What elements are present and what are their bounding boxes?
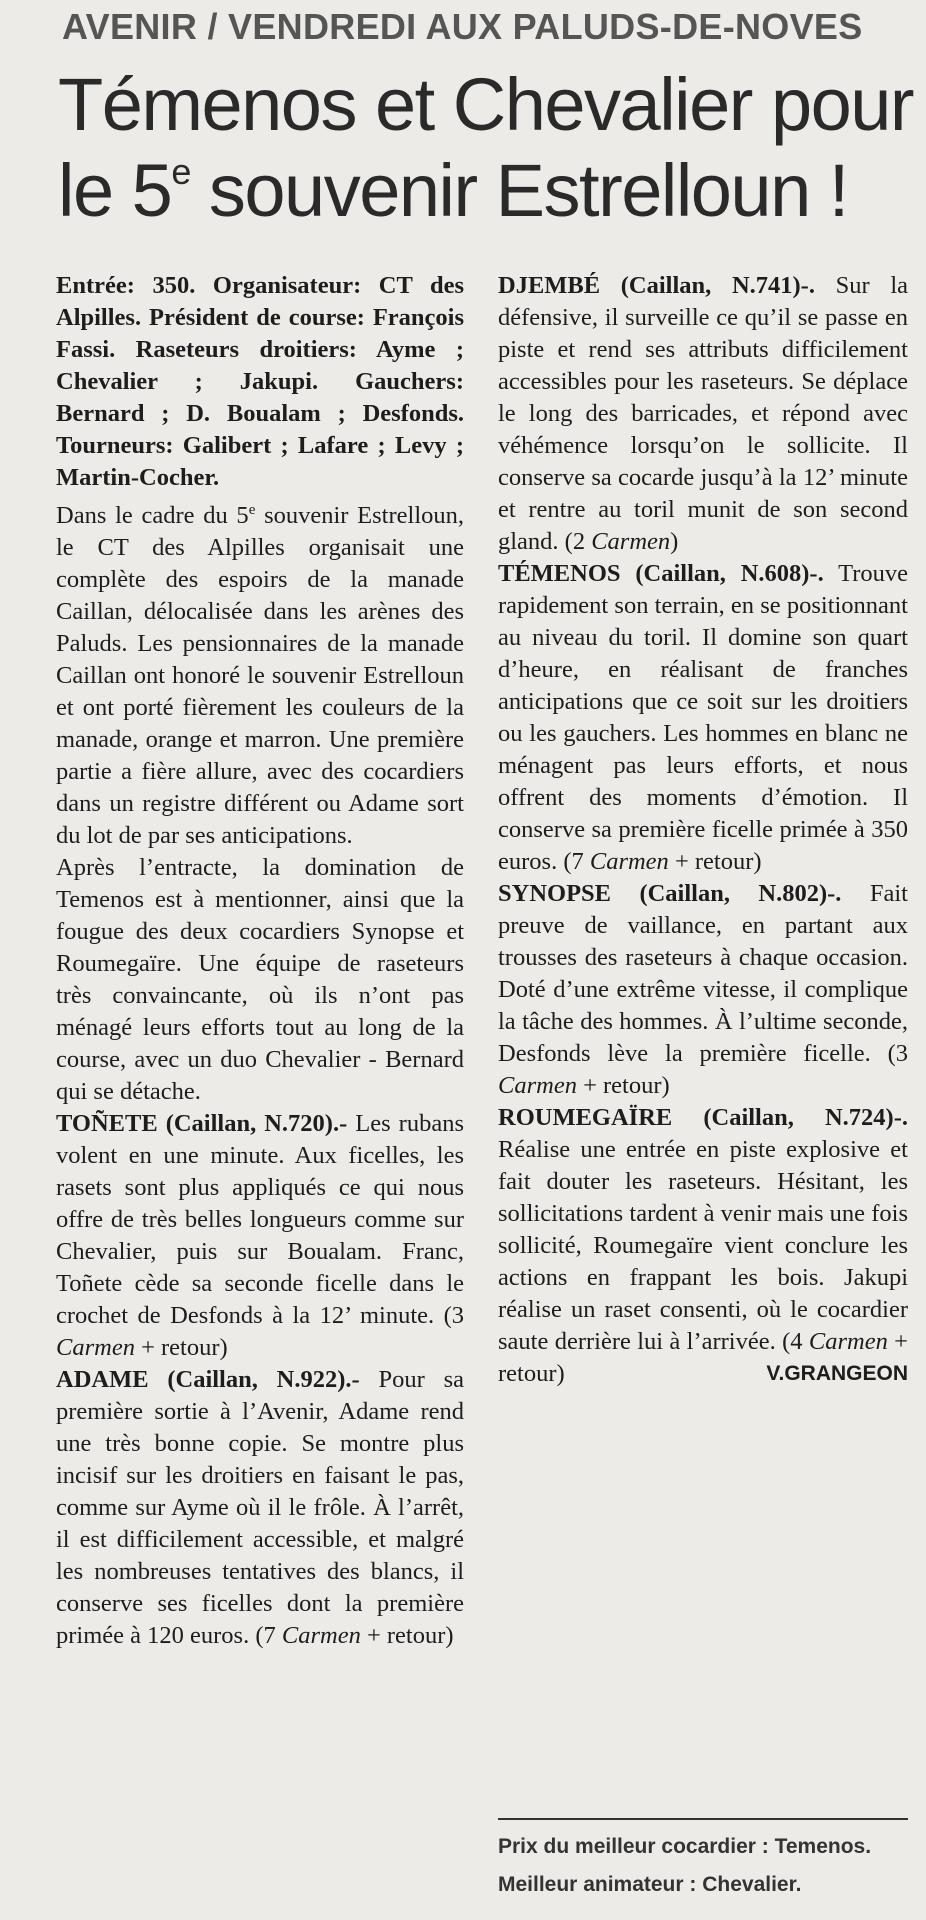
bull-name: TÉMENOS (Caillan, N.608)-.: [498, 560, 824, 587]
article-column-1: [56, 270, 464, 1652]
headline-text: le 5: [58, 149, 172, 232]
bull-tail: ): [670, 528, 679, 555]
byline: V.GRANGEON: [766, 1362, 908, 1385]
prize-best-bull: Prix du meilleur cocardier : Temenos.: [498, 1835, 872, 1858]
headline: [58, 62, 918, 234]
bull-tail: + retour): [576, 1072, 670, 1099]
headline-superscript: e: [171, 151, 190, 192]
bull-text: Sur la défensive, il surveille ce qu’il se passe en piste et rend ses attributs difficilement accessibles pour les raseteurs. Se déplace le long des barricades, et répond avec véhémence lorsqu’on le sollicite. Il conserve sa cocarde jusqu’à la 12’ minute et rentre au toril munit de son second gland. (2: [498, 272, 908, 555]
carmen-label: Carmen: [591, 528, 671, 555]
carmen-label: Carmen: [56, 1334, 135, 1362]
bull-entry: [498, 558, 908, 878]
bull-text: Pour sa première sortie à l’Avenir, Adame rend une très bonne copie. Se montre plus incisif sur les droitiers en faisant le pas, comme sur Ayme où il le frôle. À l’arrêt, il est difficilement accessible, et malgré les nombreuses tentatives des blancs, il conserve ses ficelles dont la première primée à 120 euros. (7: [56, 1366, 464, 1650]
bull-entry: [498, 270, 908, 558]
bull-text: Les rubans volent en une minute. Aux ficelles, les rasets sont plus appliqués ce qui nous offre de très belles longueurs comme sur Chevalier, puis sur Boualam. Franc, Toñete cède sa seconde ficelle dans le crochet de Desfonds à la 12’ minute. (3: [56, 1110, 464, 1330]
body-paragraph-1: [56, 494, 464, 852]
body-paragraph-2: Après l’entracte, la domination de Temenos est à mentionner, ainsi que la fougue des deux cocardiers Synopse et Roumegaïre. Une équipe de raseteurs très convaincante, où ils n’ont pas ménagé leurs efforts tout au long de la course, avec un duo Chevalier - Bernard qui se détache.: [56, 854, 464, 1106]
intro-text: Entrée: 350. Organisateur: CT des Alpilles. Président de course: François Fassi. Raseteurs droitiers: Ayme ; Chevalier ; Jakupi. Gauchers: Bernard ; D. Boualam ; Desfonds. Tourneurs: Galibert ; Lafare ; Levy ; Martin-Cocher.: [56, 272, 464, 491]
bull-text: Trouve rapidement son terrain, en se positionnant au niveau du toril. Il domine son quart d’heure, en réalisant de franches anticipations que ce soit sur les droitiers ou les gauchers. Les hommes en blanc ne ménagent pas leurs efforts, et nous offrent des moments d’émotion. Il conserve sa première ficelle primée à 350 euros. (7: [498, 560, 908, 875]
bull-tail: + retour): [134, 1334, 228, 1362]
bull-entry: [56, 1364, 464, 1652]
para-text: Dans le cadre du 5: [56, 502, 249, 530]
bull-entry: [498, 1102, 908, 1390]
prize-best-host: Meilleur animateur : Chevalier.: [498, 1873, 802, 1896]
bull-name: SYNOPSE (Caillan, N.802)-.: [498, 880, 842, 907]
kicker: AVENIR / VENDREDI AUX PALUDS-DE-NOVES: [62, 6, 863, 47]
bull-tail: + retour): [498, 1328, 909, 1387]
carmen-label: Carmen: [281, 1622, 361, 1650]
headline-line-1: Témenos et Chevalier pour: [58, 63, 914, 146]
bull-name: ADAME (Caillan, N.922).-: [56, 1366, 360, 1394]
bull-text: Réalise une entrée en piste explosive et fait douter les raseteurs. Hésitant, les sollicitations tardent à venir mais une fois sollicité, Roumegaïre vient conclure les actions en frappant les bois. Jakupi réalise un raset consenti, où le cocardier saute derrière lui à l’arrivée. (4: [498, 1136, 908, 1355]
intro-paragraph: [56, 270, 464, 494]
carmen-label: Carmen: [589, 848, 669, 875]
para-text: souvenir Estrelloun, le CT des Alpilles organisait une complète des espoirs de la manade Caillan, délocalisée dans les arènes des Paluds. Les pensionnaires de la manade Caillan ont honoré le souvenir Estrelloun et ont porté fièrement les couleurs de la manade, orange et marron. Une première partie a fière allure, avec des cocardiers dans un registre différent ou Adame sort du lot de par ses anticipations.: [56, 502, 464, 850]
carmen-label: Carmen: [808, 1328, 888, 1355]
bull-entry: [498, 878, 908, 1102]
headline-text: souvenir Estrelloun !: [189, 149, 848, 232]
bull-name: DJEMBÉ (Caillan, N.741)-.: [498, 272, 815, 299]
bull-entry: [56, 1108, 464, 1364]
carmen-label: Carmen: [498, 1072, 577, 1099]
bull-name: ROUMEGAÏRE (Caillan, N.724)-.: [498, 1104, 908, 1131]
bull-tail: + retour): [668, 848, 762, 875]
para-sup: e: [248, 502, 256, 518]
bull-name: TOÑETE (Caillan, N.720).-: [56, 1110, 348, 1138]
headline-line-2: [58, 148, 918, 234]
bull-tail: + retour): [360, 1622, 454, 1650]
bull-text: Fait preuve de vaillance, en partant aux trousses des raseteurs à chaque occasion. Doté d’une extrême vitesse, il complique la tâche des hommes. À l’ultime seconde, Desfonds lève la première ficelle. (3: [498, 880, 908, 1067]
divider: [498, 1818, 908, 1820]
prize-box: [498, 1828, 918, 1904]
article-column-2: [498, 270, 908, 1390]
